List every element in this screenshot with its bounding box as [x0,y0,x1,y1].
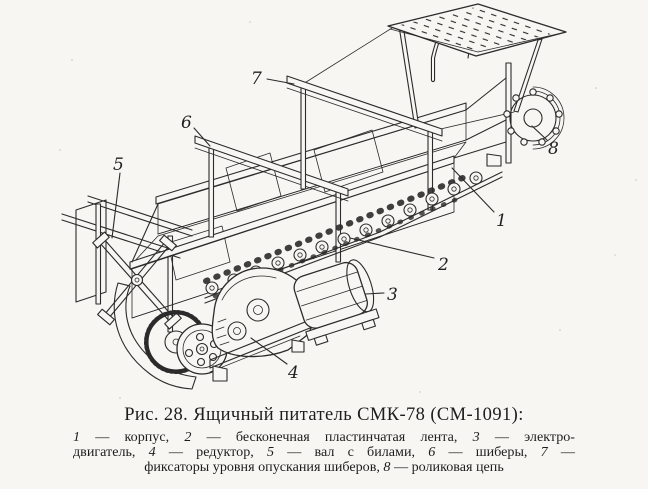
figure-legend-line: фиксаторы уровня опускания шиберов, 8 — роликовая цепь [144,458,504,475]
callout-7-number: 7 [251,69,262,89]
callout-2-number: 2 [438,255,449,275]
callout-1-number: 1 [496,211,507,231]
figure-caption-title: Рис. 28. Ящичный питатель СМК-78 (СМ-1091): [124,405,524,425]
callout-5-number: 5 [113,155,124,175]
machine-drawing [62,4,566,389]
figure-legend-line: двигатель, 4 — редуктор, 5 — вал с билами, 6 — шиберы, 7 — [73,443,575,460]
callout-5 [112,155,124,238]
figure-legend [73,430,575,474]
figure-legend-line: 1 — корпус, 2 — бесконечная пластинчатая лента, 3 — электро- [73,429,576,445]
callout-6-number: 6 [181,113,192,133]
callout-3 [366,285,398,305]
callout-4-number: 4 [288,363,299,383]
callout-8-number: 8 [548,139,559,159]
callout-3-number: 3 [387,285,398,305]
